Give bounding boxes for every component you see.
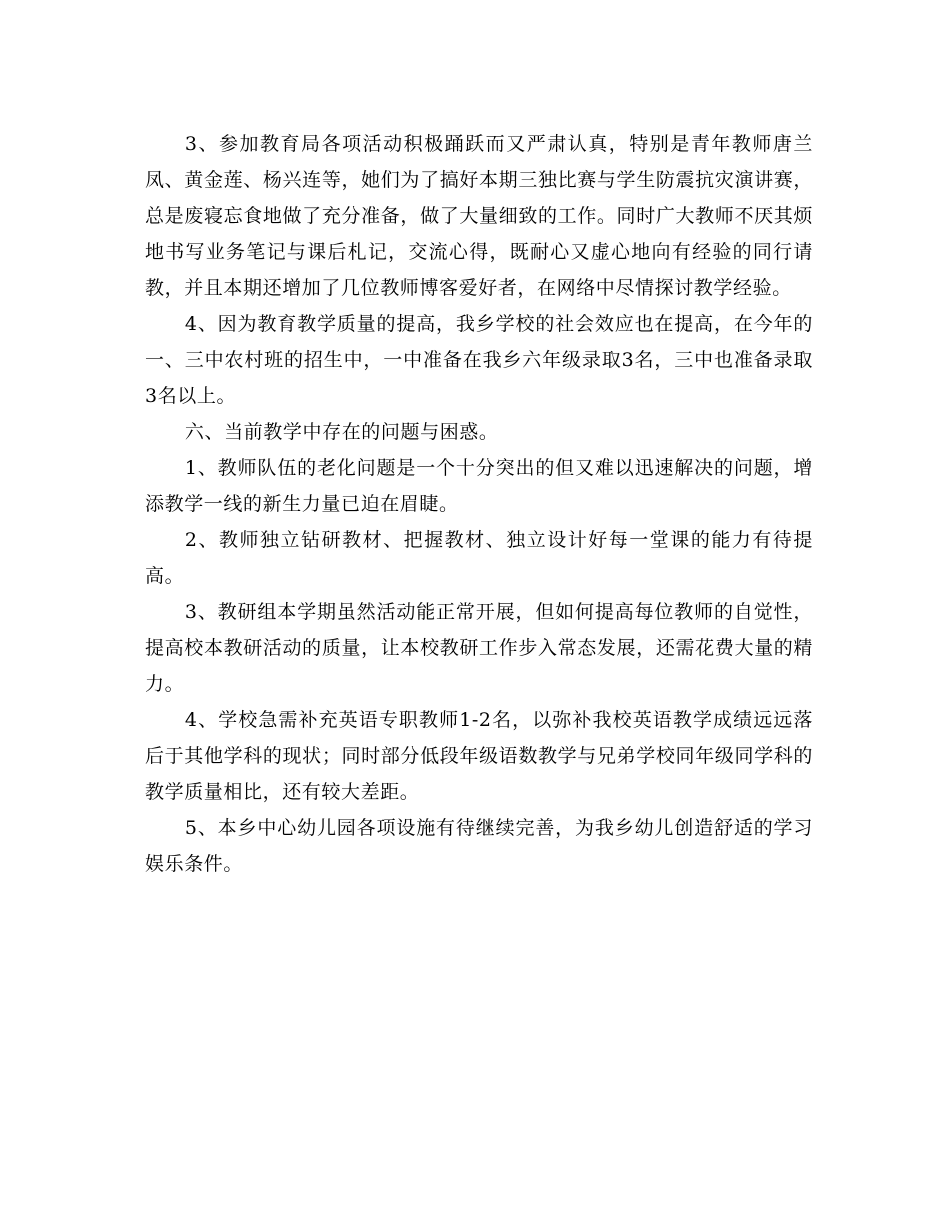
- paragraph-problem-5: 5、本乡中心幼儿园各项设施有待继续完善，为我乡幼儿创造舒适的学习娱乐条件。: [145, 817, 813, 875]
- paragraph-activities: 3、参加教育局各项活动积极踊跃而又严肃认真，特别是青年教师唐兰凤、黄金莲、杨兴连等，她们为了搞好本期三独比赛与学生防震抗灾演讲赛，总是废寝忘食地做了充分准备，做了大量细致的工作。同时广大教师不厌其烦地书写业务笔记与课后札记，交流心得，既耐心又虚心地向有经验的同行请教，并且本期还增加了几位教师博客爱好者，在网络中尽情探讨教学经验。: [145, 133, 813, 299]
- paragraph-social-effect: 4、因为教育教学质量的提高，我乡学校的社会效应也在提高，在今年的一、三中农村班的招生中，一中准备在我乡六年级录取3名，三中也准备录取3名以上。: [145, 313, 813, 407]
- paragraph-problem-3: 3、教研组本学期虽然活动能正常开展，但如何提高每位教师的自觉性，提高校本教研活动的质量，让本校教研工作步入常态发展，还需花费大量的精力。: [145, 601, 813, 695]
- paragraph-problem-4: 4、学校急需补充英语专职教师1-2名，以弥补我校英语教学成绩远远落后于其他学科的现状；同时部分低段年级语数教学与兄弟学校同年级同学科的教学质量相比，还有较大差距。: [145, 709, 813, 803]
- section-heading-problems: 六、当前教学中存在的问题与困惑。: [184, 421, 499, 443]
- paragraph-problem-1: 1、教师队伍的老化问题是一个十分突出的但又难以迅速解决的问题，增添教学一线的新生力量已迫在眉睫。: [145, 457, 813, 515]
- document-body: [145, 126, 813, 882]
- paragraph-problem-2: 2、教师独立钻研教材、把握教材、独立设计好每一堂课的能力有待提高。: [145, 529, 813, 587]
